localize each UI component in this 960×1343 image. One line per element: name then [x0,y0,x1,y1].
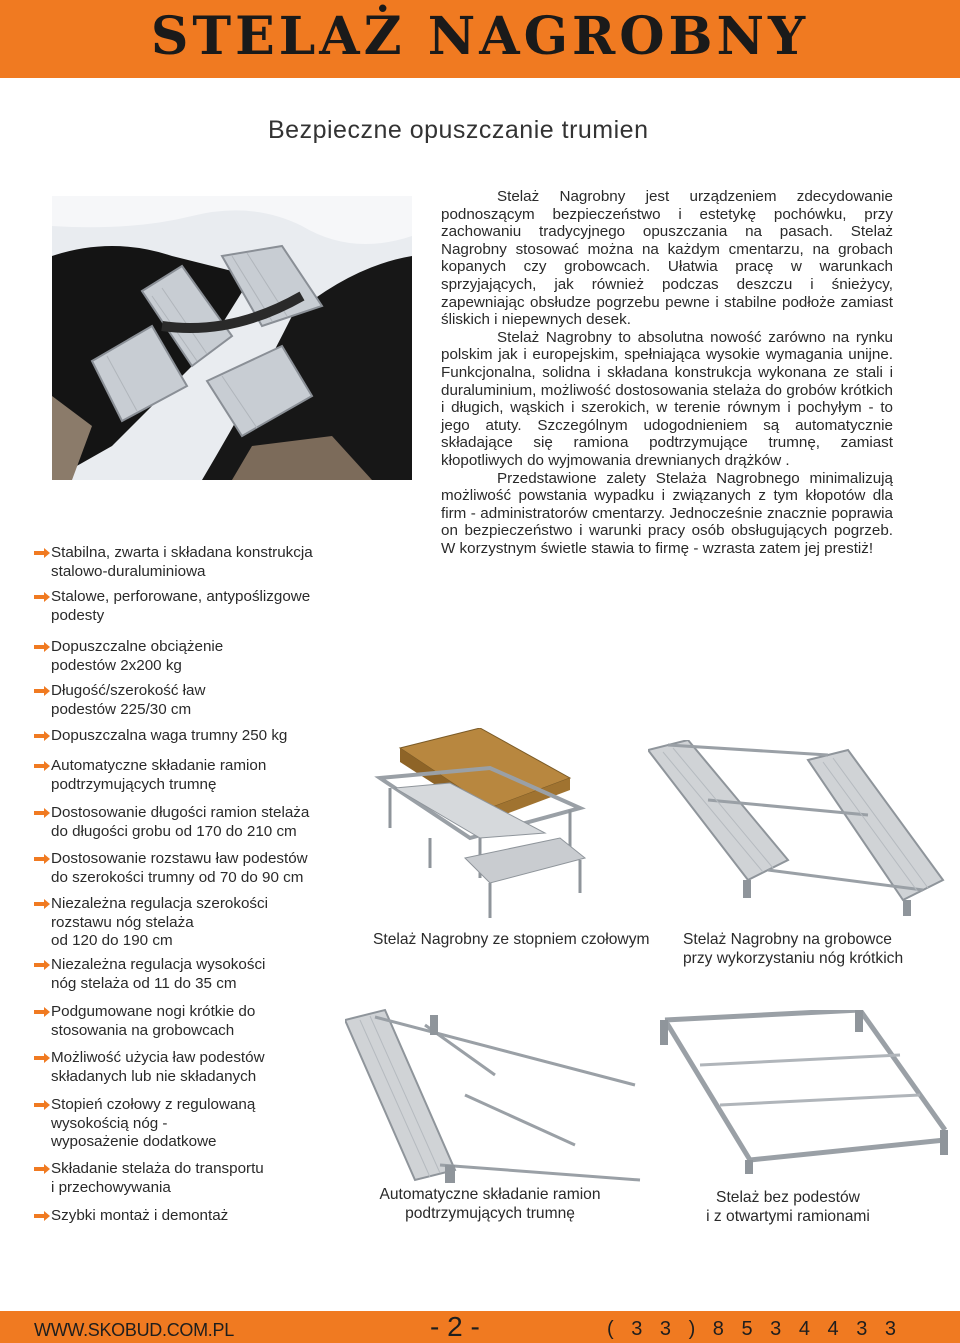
feature-item: Podgumowane nogi krótkie do stosowania na grobowcach [34,1003,255,1040]
feature-item: Automatyczne składanie ramion podtrzymujących trumnę [34,757,266,794]
feature-item: Stabilna, zwarta i składana konstrukcja stalowo-duraluminiowa [34,544,313,581]
arrow-bullet-icon [34,1100,50,1110]
arrow-bullet-icon [34,1211,50,1221]
arrow-bullet-icon [34,899,50,909]
product-description [441,188,893,557]
arrow-bullet-icon [34,642,50,652]
footer-bar [0,1311,960,1343]
arrow-bullet-icon [34,960,50,970]
caption-step: Stelaż Nagrobny ze stopniem czołowym [373,931,650,948]
arrow-bullet-icon [34,548,50,558]
arrow-bullet-icon [34,1007,50,1017]
description-paragraph: Stelaż Nagrobny to absolutna nowość zarówno na rynku polskim jak i europejskim, spełniająca wysokie wymagania unijne. Funkcjonalna, solidna i składana konstrukcja wykonana ze stali i duraluminium, możliwość dostosowania stelaża do grobów krótkich i długich, wąskich i szerokich, w terenie równym i pochyłym - to jego atuty. Szczególnym udogodnieniem są automatycznie składające się ramiona podtrzymujące trumnę, zamiast kłopotliwych do wyjmowania drewnianych drążków . [441,328,893,469]
arrow-bullet-icon [34,854,50,864]
description-paragraph: Przedstawione zalety Stelaża Nagrobnego minimalizują możliwość powstania wypadku i związanych z tym kłopotów dla firm - administratorów cmentarzy. Jednocześnie znacznie poprawia on bezpieczeństwo i warunki pracy osób obsługujących pogrzeb. W korzystnym świetle stawia to firmę - wzrasta zatem jej prestiż! [441,469,893,557]
arrow-bullet-icon [34,686,50,696]
feature-item: Stopień czołowy z regulowaną wysokością nóg - wyposażenie dodatkowe [34,1096,255,1152]
arrow-bullet-icon [34,731,50,741]
feature-item: Możliwość użycia ław podestów składanych lub nie składanych [34,1049,265,1086]
page-title: STELAŻ NAGROBNY [150,6,810,67]
feature-item: Niezależna regulacja szerokości rozstawu nóg stelaża od 120 do 190 cm [34,895,268,951]
feature-item: Dostosowanie rozstawu ław podestów do szerokości trumny od 70 do 90 cm [34,850,308,887]
caption-tomb: Stelaż Nagrobny na grobowce przy wykorzystaniu nóg krótkich [683,931,904,967]
footer-phone: ( 3 3 ) 8 5 3 4 4 3 3 [607,1318,902,1340]
description-paragraph: Stelaż Nagrobny jest urządzeniem zdecydowanie podnoszącym bezpieczeństwo i estetykę pochówku, przy zachowaniu tradycyjnego opuszczania na pasach. Stelaż Nagrobny stosować można na każdym cmentarzu, na grobach kopanych czy grobowcach. Ułatwia pracę w warunkach sprzyjających, jak również podczas deszczu i śnieżycy, zapewniając obsłudze pogrzebu pewne i stabilne podłoże zamiast śliskich i niepewnych desek. [441,188,893,329]
feature-item: Dopuszczalne obciążenie podestów 2x200 kg [34,638,223,675]
feature-item: Dostosowanie długości ramion stelaża do długości grobu od 170 do 210 cm [34,804,309,841]
arrow-bullet-icon [34,592,50,602]
caption-auto-arms: Automatyczne składanie ramion podtrzymujących trumnę [379,1186,601,1222]
frame-on-tomb-image [648,740,948,920]
arrow-bullet-icon [34,808,50,818]
header-banner [0,0,960,78]
grave-frame-photo [52,196,412,480]
caption-no-platforms: Stelaż bez podestów i z otwartymi ramionami [706,1189,870,1225]
arrow-bullet-icon [34,761,50,771]
feature-item: Dopuszczalna waga trumny 250 kg [34,727,287,746]
frame-with-step-image [370,728,640,928]
feature-item: Składanie stelaża do transportu i przechowywania [34,1160,264,1197]
page-number: - 2 - [430,1311,480,1342]
feature-item: Stalowe, perforowane, antypoślizgowe podesty [34,588,310,625]
auto-arms-image [345,1005,645,1185]
frame-open-arms-image [660,1010,950,1175]
arrow-bullet-icon [34,1053,50,1063]
feature-item: Długość/szerokość ław podestów 225/30 cm [34,682,205,719]
arrow-bullet-icon [34,1164,50,1174]
feature-item: Niezależna regulacja wysokości nóg stelaża od 11 do 35 cm [34,956,265,993]
footer-url-link[interactable]: WWW.SKOBUD.COM.PL [34,1320,234,1340]
page-subtitle: Bezpieczne opuszczanie trumien [268,116,649,144]
feature-item: Szybki montaż i demontaż [34,1207,228,1226]
